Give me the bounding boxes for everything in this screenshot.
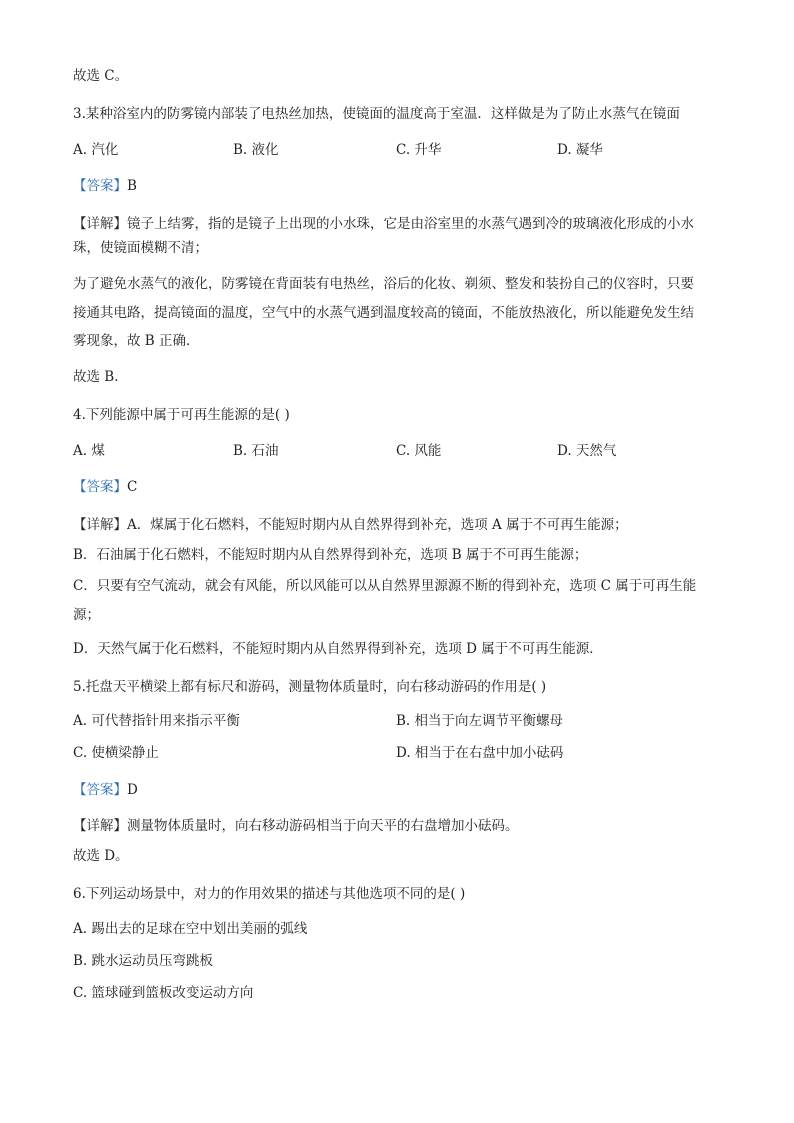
- detail-label: 【详解】: [73, 517, 127, 533]
- answer-value: D: [127, 782, 138, 798]
- q3-option-b: B. 液化: [233, 142, 279, 158]
- q5-option-a: A. 可代替指针用来指示平衡: [73, 713, 240, 729]
- detail-label: 【详解】: [73, 216, 127, 232]
- q5-option-b: B. 相当于向左调节平衡螺母: [396, 713, 564, 729]
- q5-option-d: D. 相当于在右盘中加小砝码: [396, 745, 564, 761]
- q4-detail-line-1: [73, 515, 723, 535]
- q3-detail-line-4: 接通其电路，提高镜面的温度，空气中的水蒸气遇到温度较高的镜面，不能放热液化，所以能避免发生结: [73, 305, 694, 321]
- q3-detail-line-5: 雾现象，故 B 正确．: [73, 333, 200, 349]
- q5-option-c: C. 使横梁静止: [73, 745, 159, 761]
- answer-label: 【答案】: [73, 479, 127, 495]
- q5-detail-line-1: [73, 816, 723, 836]
- q4-detail-line-3: C．只要有空气流动，就会有风能，所以风能可以从自然界里源源不断的得到补充，选项 C 属于可再生能: [73, 578, 697, 594]
- answer-label: 【答案】: [73, 782, 127, 798]
- q4-option-c: C. 风能: [396, 443, 442, 459]
- q4-detail-line-5: D．天然气属于化石燃料，不能短时期内从自然界得到补充，选项 D 属于不可再生能源．: [73, 641, 603, 657]
- q6-option-c: C. 篮球碰到篮板改变运动方向: [73, 985, 254, 1001]
- q3-answer: [73, 176, 723, 196]
- detail-label: 【详解】: [73, 818, 127, 834]
- q5-stem: 5.托盘天平横梁上都有标尺和游码，测量物体质量时，向右移动游码的作用是( ): [73, 679, 547, 695]
- q3-detail-line-3: 为了避免水蒸气的液化，防雾镜在背面装有电热丝，浴后的化妆、剃须、整发和装扮自己的仪容时，只要: [73, 276, 694, 292]
- q4-detail-line-2: B．石油属于化石燃料，不能短时期内从自然界得到补充，选项 B 属于不可再生能源；: [73, 547, 588, 563]
- q4-option-b: B. 石油: [233, 443, 279, 459]
- answer-value: B: [127, 178, 137, 194]
- q3-detail-line-1: [73, 214, 723, 234]
- q4-option-a: A. 煤: [73, 443, 105, 459]
- detail-text: 测量物体质量时，向右移动游码相当于向天平的右盘增加小砝码。: [127, 818, 519, 834]
- q3-conclusion: 故选 B.: [73, 369, 119, 385]
- q4-answer: [73, 477, 723, 497]
- q3-stem: 3.某种浴室内的防雾镜内部装了电热丝加热，使镜面的温度高于室温．这样做是为了防止水蒸气在镜面: [73, 106, 680, 122]
- q3-option-a: A. 汽化: [73, 142, 119, 158]
- q3-option-c: C. 升华: [396, 142, 442, 158]
- q4-stem: 4.下列能源中属于可再生能源的是( ): [73, 407, 290, 423]
- q5-answer: [73, 780, 723, 800]
- q3-option-d: D. 凝华: [557, 142, 603, 158]
- q3-detail-line-2: 珠，使镜面模糊不清；: [73, 240, 208, 256]
- q6-option-b: B. 跳水运动员压弯跳板: [73, 953, 214, 969]
- q4-detail-line-4: 源；: [73, 607, 100, 623]
- detail-text: A．煤属于化石燃料，不能短时期内从自然界得到补充，选项 A 属于不可再生能源；: [127, 517, 628, 533]
- answer-label: 【答案】: [73, 178, 127, 194]
- q5-conclusion: 故选 D。: [73, 848, 129, 864]
- q2-conclusion: 故选 C。: [73, 68, 129, 84]
- q4-option-d: D. 天然气: [557, 443, 617, 459]
- q6-stem: 6.下列运动场景中，对力的作用效果的描述与其他选项不同的是( ): [73, 886, 466, 902]
- q6-option-a: A. 踢出去的足球在空中划出美丽的弧线: [73, 921, 308, 937]
- answer-value: C: [127, 479, 138, 495]
- detail-text: 镜子上结雾，指的是镜子上出现的小水珠，它是由浴室里的水蒸气遇到冷的玻璃液化形成的小水: [127, 216, 694, 232]
